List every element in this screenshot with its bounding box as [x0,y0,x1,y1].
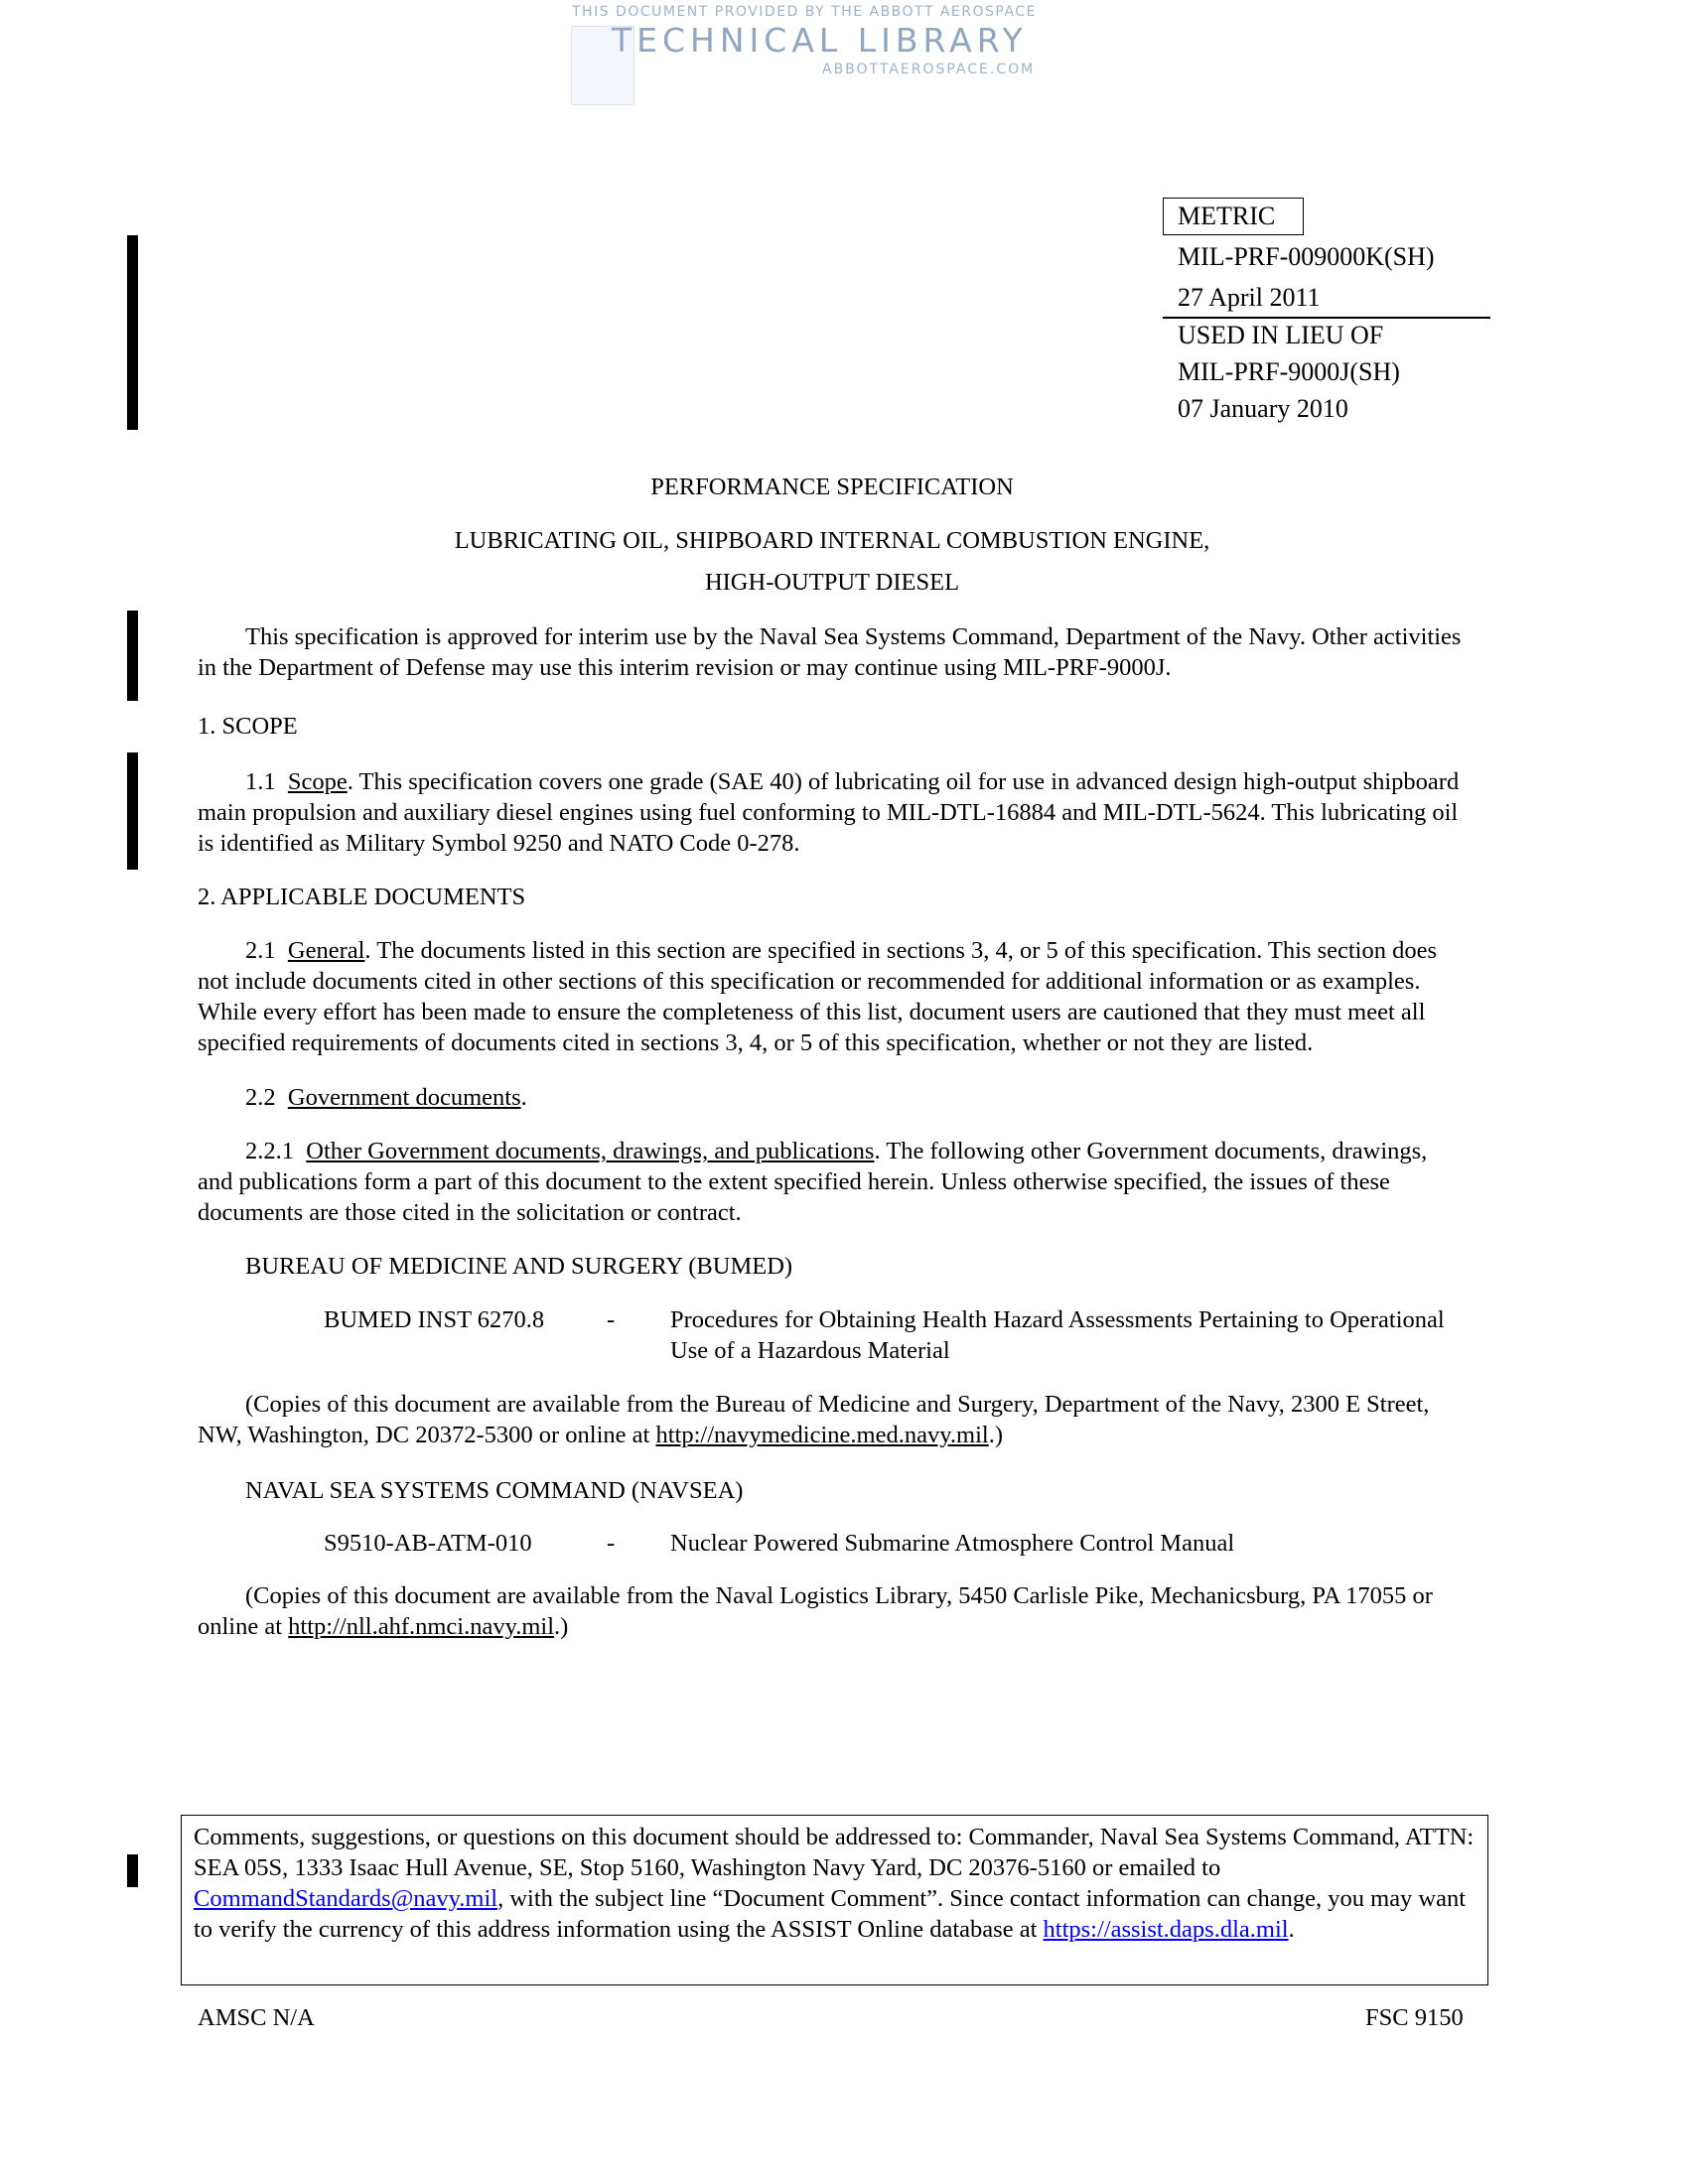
metric-label: METRIC [1178,202,1276,230]
title-line2: HIGH-OUTPUT DIESEL [704,569,960,596]
bumed-heading: BUREAU OF MEDICINE AND SURGERY (BUMED) [245,1253,793,1280]
reference-dash: - [607,1530,616,1557]
page-bottom [181,1815,1488,2033]
section-1-1-paragraph [198,766,1467,859]
superseded-number: MIL-PRF-9000J(SH) [1178,357,1400,386]
reference-dash: - [607,1306,616,1333]
copies-text: (Copies of this document are available from the Naval Logistics Library, 5450 Carlisle Pike, Mechanicsburg, PA 17055 or online at [198,1582,1433,1640]
change-bar [127,235,138,430]
section-number: 2.1 [245,937,276,964]
lieu-label: USED IN LIEU OF [1178,321,1384,349]
amsc-label: AMSC N/A [198,2004,315,2031]
section-title: Scope [287,768,348,795]
section-text: . This specification covers one grade (SAE 40) of lubricating oil for use in advanced design high-output shipboard main propulsion and auxiliary diesel engines using fuel conforming to MIL-DTL-16884 and MIL-DTL-5624. This lubricating oil is identified as Military Symbol 9250 and NATO Code 0-278. [198,768,1460,857]
assist-link[interactable]: https://assist.daps.dla.mil [1043,1916,1289,1943]
abbott-watermark-logo [566,4,1082,103]
change-bar [127,611,138,701]
reference-description: Procedures for Obtaining Health Hazard Assessments Pertaining to Operational Use of a Hazardous Material [670,1306,1445,1364]
footer [181,2002,1488,2033]
bumed-reference-row [198,1304,1467,1366]
section-1-heading: 1. SCOPE [198,713,298,740]
email-link[interactable]: CommandStandards@navy.mil [194,1885,498,1912]
comments-text: Comments, suggestions, or questions on this document should be addressed to: Commander, Naval Sea Systems Command, ATTN: SEA 05S, 1333 Isaac Hull Avenue, SE, Stop 5160, Washington Navy Yard, DC 20376-5160 or emailed to [194,1824,1475,1881]
section-number: 2.2.1 [245,1138,294,1164]
section-2-2-paragraph: 2.2 Government documents. [245,1084,527,1111]
navsea-reference-row [198,1528,1467,1559]
header-divider [1163,317,1490,319]
doc-date: 27 April 2011 [1178,283,1321,312]
comments-box [181,1815,1488,1985]
document-body [198,472,1467,1642]
reference-description: Nuclear Powered Submarine Atmosphere Control Manual [670,1530,1235,1557]
title-line1: LUBRICATING OIL, SHIPBOARD INTERNAL COMBUSTION ENGINE, [454,527,1210,554]
doc-number: MIL-PRF-009000K(SH) [1178,242,1435,271]
comments-text-end: . [1288,1916,1295,1943]
section-number: 1.1 [245,768,276,795]
watermark-line1: THIS DOCUMENT PROVIDED BY THE ABBOTT AEROSPACE [572,4,1037,20]
copies-text-end: .) [988,1422,1003,1448]
reference-id: BUMED INST 6270.8 [324,1306,545,1333]
navsea-link[interactable]: http://nll.ahf.nmci.navy.mil [288,1613,555,1640]
approval-paragraph: This specification is approved for interim use by the Naval Sea Systems Command, Department of the Navy. Other activities in the Department of Defense may use this interim revision or may continue using MIL-PRF-9000J. [198,623,1462,681]
watermark-line3: ABBOTTAEROSPACE.COM [822,62,1036,77]
copies-text: (Copies of this document are available from the Bureau of Medicine and Surgery, Department of the Navy, 2300 E Street, NW, Washington, DC 20372-5300 or online at [198,1391,1430,1448]
section-2-1-paragraph [198,935,1467,1058]
section-2-heading: 2. APPLICABLE DOCUMENTS [198,884,526,910]
bumed-link[interactable]: http://navymedicine.med.navy.mil [655,1422,989,1448]
section-2-2-1-paragraph [198,1136,1467,1228]
section-number: 2.2 [245,1084,276,1111]
comments-text-mid: , with the subject line “Document Comment”. Since contact information can change, you may want to verify the currency of this address information using the ASSIST Online database at [194,1885,1467,1943]
navsea-copies-paragraph [198,1580,1467,1642]
change-bar [127,752,138,870]
watermark-line2: TECHNICAL LIBRARY [612,21,1028,60]
bumed-copies-paragraph [198,1389,1467,1450]
spec-type: PERFORMANCE SPECIFICATION [650,474,1014,500]
section-text: . The documents listed in this section are specified in sections 3, 4, or 5 of this specification. This section does not include documents cited in other sections of this specification or recommended for additional information or as examples. While every effort has been made to ensure the completeness of this list, document users are cautioned that they must meet all specified requirements of documents cited in sections 3, 4, or 5 of this specification, whether or not they are listed. [198,937,1438,1056]
navsea-heading: NAVAL SEA SYSTEMS COMMAND (NAVSEA) [245,1477,744,1504]
section-text: . The following other Government documents, drawings, and publications form a part of this document to the extent specified herein. Unless otherwise specified, the issues of these documents are those cited in the solicitation or contract. [198,1138,1428,1226]
reference-id: S9510-AB-ATM-010 [324,1530,532,1557]
section-title: Government documents [287,1084,521,1111]
superseded-date: 07 January 2010 [1178,394,1348,423]
section-title: Other Government documents, drawings, and publications [306,1138,875,1164]
copies-text-end: .) [554,1613,569,1640]
change-bar [127,1854,138,1887]
fsc-label: FSC 9150 [1365,2004,1464,2031]
section-title: General [287,937,365,964]
